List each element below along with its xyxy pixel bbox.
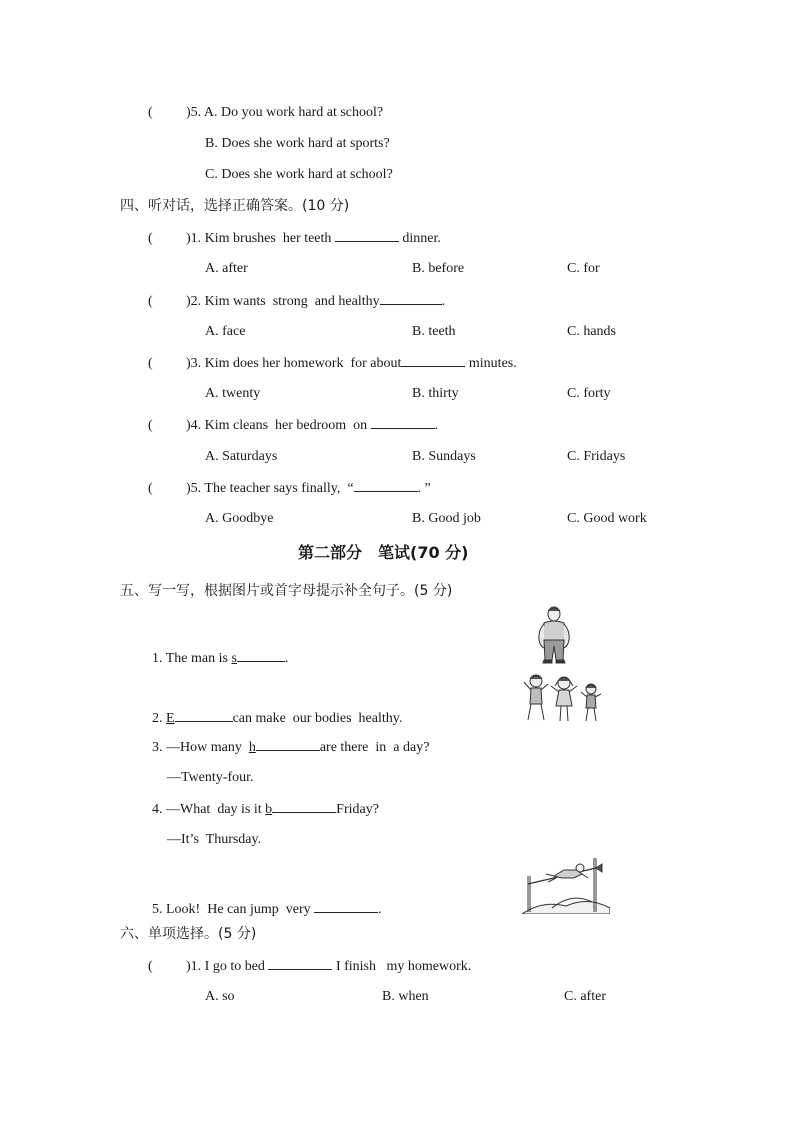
answer-paren[interactable]: (: [148, 418, 153, 433]
question-text: )5. The teacher says finally, “: [186, 481, 354, 496]
section-title: 六、单项选择。(5 分): [120, 926, 257, 942]
option-c: C. hands: [567, 324, 616, 339]
answer-blank[interactable]: [371, 416, 435, 429]
hint-letter: b: [265, 802, 273, 817]
question-row: [152, 649, 288, 668]
question-text-end: .: [441, 294, 446, 309]
question-text: )1. Kim brushes her teeth: [186, 231, 335, 246]
option-b: B. when: [382, 989, 429, 1004]
hint-letter: h: [248, 740, 256, 755]
question-row: [152, 709, 402, 728]
answer-blank[interactable]: [256, 738, 320, 751]
answer-blank[interactable]: [401, 354, 465, 367]
answer-blank[interactable]: [335, 229, 399, 242]
answer-blank[interactable]: [272, 800, 336, 813]
question-text-end: are there in a day?: [319, 740, 430, 755]
answer-blank[interactable]: [380, 292, 442, 305]
option-b: B. thirty: [412, 386, 459, 401]
option-a: A. twenty: [205, 386, 261, 401]
kids-exercise-picture: [520, 672, 606, 724]
option-c: C. Does she work hard at school?: [205, 167, 393, 182]
answer-blank[interactable]: [175, 709, 233, 722]
question-row: [148, 292, 445, 311]
hint-letter: E: [166, 711, 175, 726]
option-c: C. after: [564, 989, 606, 1004]
question-row: [148, 957, 471, 976]
question-row: [148, 354, 517, 373]
answer-line: —It’s Thursday.: [167, 832, 262, 847]
question-text-end: can make our bodies healthy.: [232, 711, 403, 726]
question-text: 3. —How many: [152, 740, 249, 755]
option-c: C. for: [567, 261, 600, 276]
section-title: 四、听对话，选择正确答案。(10 分): [120, 198, 350, 214]
section-title: 五、写一写，根据图片或首字母提示补全句子。(5 分): [120, 583, 453, 599]
question-text-end: I finish my homework.: [332, 959, 472, 974]
option-a: A. after: [205, 261, 248, 276]
option-a: A. so: [205, 989, 235, 1004]
answer-blank[interactable]: [268, 957, 332, 970]
question-text-end: .: [434, 418, 439, 433]
question-row: [148, 104, 383, 122]
option-c: C. Good work: [567, 511, 647, 526]
answer-line: —Twenty-four.: [167, 770, 254, 785]
question-row: [148, 229, 441, 248]
question-row: [152, 800, 379, 819]
question-text: 1. The man is: [152, 651, 232, 666]
question-text: )4. Kim cleans her bedroom on: [186, 418, 371, 433]
option-a: A. face: [205, 324, 246, 339]
question-text: 5. Look! He can jump very: [152, 902, 315, 917]
option-b: B. Good job: [412, 511, 481, 526]
question-text-end: Friday?: [336, 802, 379, 817]
question-text-end: dinner.: [398, 231, 441, 246]
question-text: )2. Kim wants strong and healthy: [186, 294, 380, 309]
question-text: 4. —What day is it: [152, 802, 266, 817]
option-b: B. before: [412, 261, 465, 276]
part-title: 第二部分 笔试(70 分): [298, 543, 469, 562]
answer-paren[interactable]: (: [148, 105, 153, 120]
question-row: [152, 900, 382, 919]
answer-blank[interactable]: [237, 649, 285, 662]
option-b: B. Sundays: [412, 449, 476, 464]
answer-blank[interactable]: [314, 900, 378, 913]
option-a: A. Saturdays: [205, 449, 278, 464]
high-jump-picture: [522, 856, 610, 914]
answer-paren[interactable]: (: [148, 356, 153, 371]
question-text: )1. I go to bed: [186, 959, 269, 974]
strong-man-picture: [530, 606, 580, 664]
answer-paren[interactable]: (: [148, 481, 153, 496]
answer-paren[interactable]: (: [148, 231, 153, 246]
option-b: B. teeth: [412, 324, 456, 339]
answer-paren[interactable]: (: [148, 294, 153, 309]
question-row: [152, 738, 429, 757]
option-c: C. forty: [567, 386, 611, 401]
answer-blank[interactable]: [354, 479, 418, 492]
option-c: C. Fridays: [567, 449, 626, 464]
question-text-end: minutes.: [465, 356, 517, 371]
question-text-end: .: [378, 902, 382, 917]
answer-paren[interactable]: (: [148, 959, 153, 974]
question-text-end: . ”: [417, 481, 431, 496]
hint-letter: s: [231, 651, 237, 666]
question-row: [148, 416, 438, 435]
question-text: )5. A. Do you work hard at school?: [186, 105, 384, 120]
option-a: A. Goodbye: [205, 511, 274, 526]
question-text: 2.: [152, 711, 166, 726]
question-text-end: .: [284, 651, 289, 666]
question-text: )3. Kim does her homework for about: [186, 356, 402, 371]
question-row: [148, 479, 431, 498]
option-b: B. Does she work hard at sports?: [205, 136, 390, 151]
